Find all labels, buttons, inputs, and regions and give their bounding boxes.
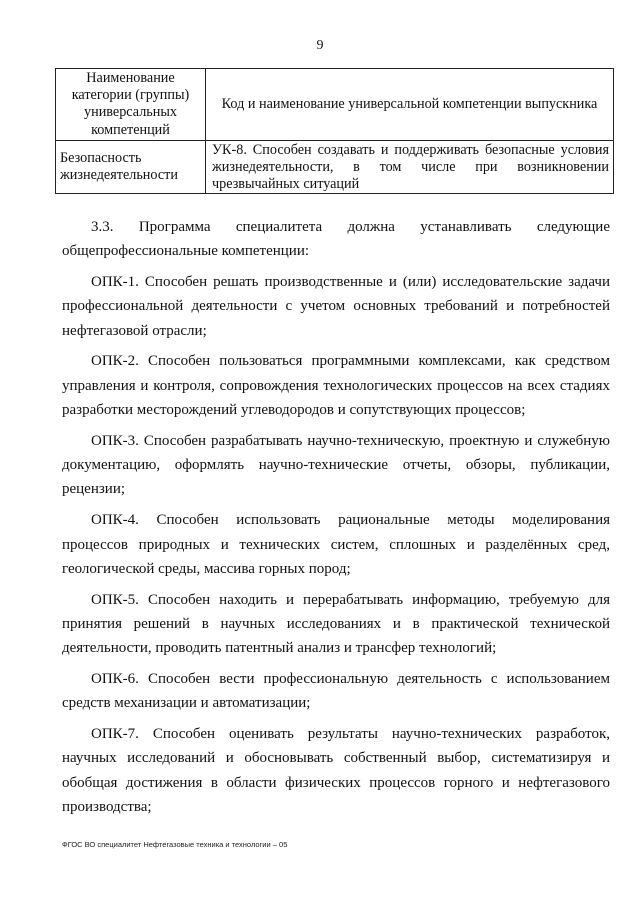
- competency-table: [55, 68, 614, 194]
- document-body: [62, 215, 610, 826]
- table-header-row: [56, 69, 614, 141]
- paragraph-opk1: ОПК-1. Способен решать производственные и (или) исследовательские задачи профессиональной деятельности с учетом основных требований и потребностей нефтегазовой отрасли;: [62, 274, 610, 339]
- page-footer: ФГОС ВО специалитет Нефтегазовые техника и технологии – 05: [62, 840, 288, 849]
- paragraph-opk7: ОПК-7. Способен оценивать результаты научно-технических разработок, научных исследований и обосновывать собственный выбор, систематизируя и обобщая достижения в области физических процессов горного и нефтегазового производства;: [62, 726, 610, 816]
- table-row: [56, 140, 614, 194]
- paragraph-intro: 3.3. Программа специалитета должна устанавливать следующие общепрофессиональные компетенции:: [62, 219, 610, 260]
- table-cell-competency: УК-8. Способен создавать и поддерживать безопасные условия жизнедеятельности, в том числе при возникновении чрезвычайных ситуаций: [206, 140, 614, 194]
- paragraph-opk6: ОПК-6. Способен вести профессиональную деятельность с использованием средств механизации и автоматизации;: [62, 671, 610, 712]
- page-number: 9: [316, 38, 324, 53]
- paragraph-opk2: ОПК-2. Способен пользоваться программными комплексами, как средством управления и контроля, сопровождения технологических процессов на всех стадиях разработки месторождений углеводородов и сопутствующих процессов;: [62, 353, 610, 419]
- paragraph-opk5: ОПК-5. Способен находить и перерабатывать информацию, требуемую для принятия решений в научных исследованиях и в практической технической деятельности, проводить патентный анализ и трансфер технологий;: [62, 591, 610, 657]
- paragraph-opk4: ОПК-4. Способен использовать рациональные методы моделирования процессов природных и технических систем, сплошных и разделённых сред, геологической среды, массива горных пород;: [62, 512, 610, 577]
- table-header-category: Наименование категории (группы) универсальных компетенций: [56, 69, 206, 141]
- paragraph-opk3: ОПК-3. Способен разрабатывать научно-техническую, проектную и служебную документацию, оформлять научно-технические отчеты, обзоры, публикации, рецензии;: [62, 432, 610, 498]
- table-cell-category: Безопасность жизнедеятельности: [56, 140, 206, 194]
- table-header-code: Код и наименование универсальной компетенции выпускника: [206, 69, 614, 141]
